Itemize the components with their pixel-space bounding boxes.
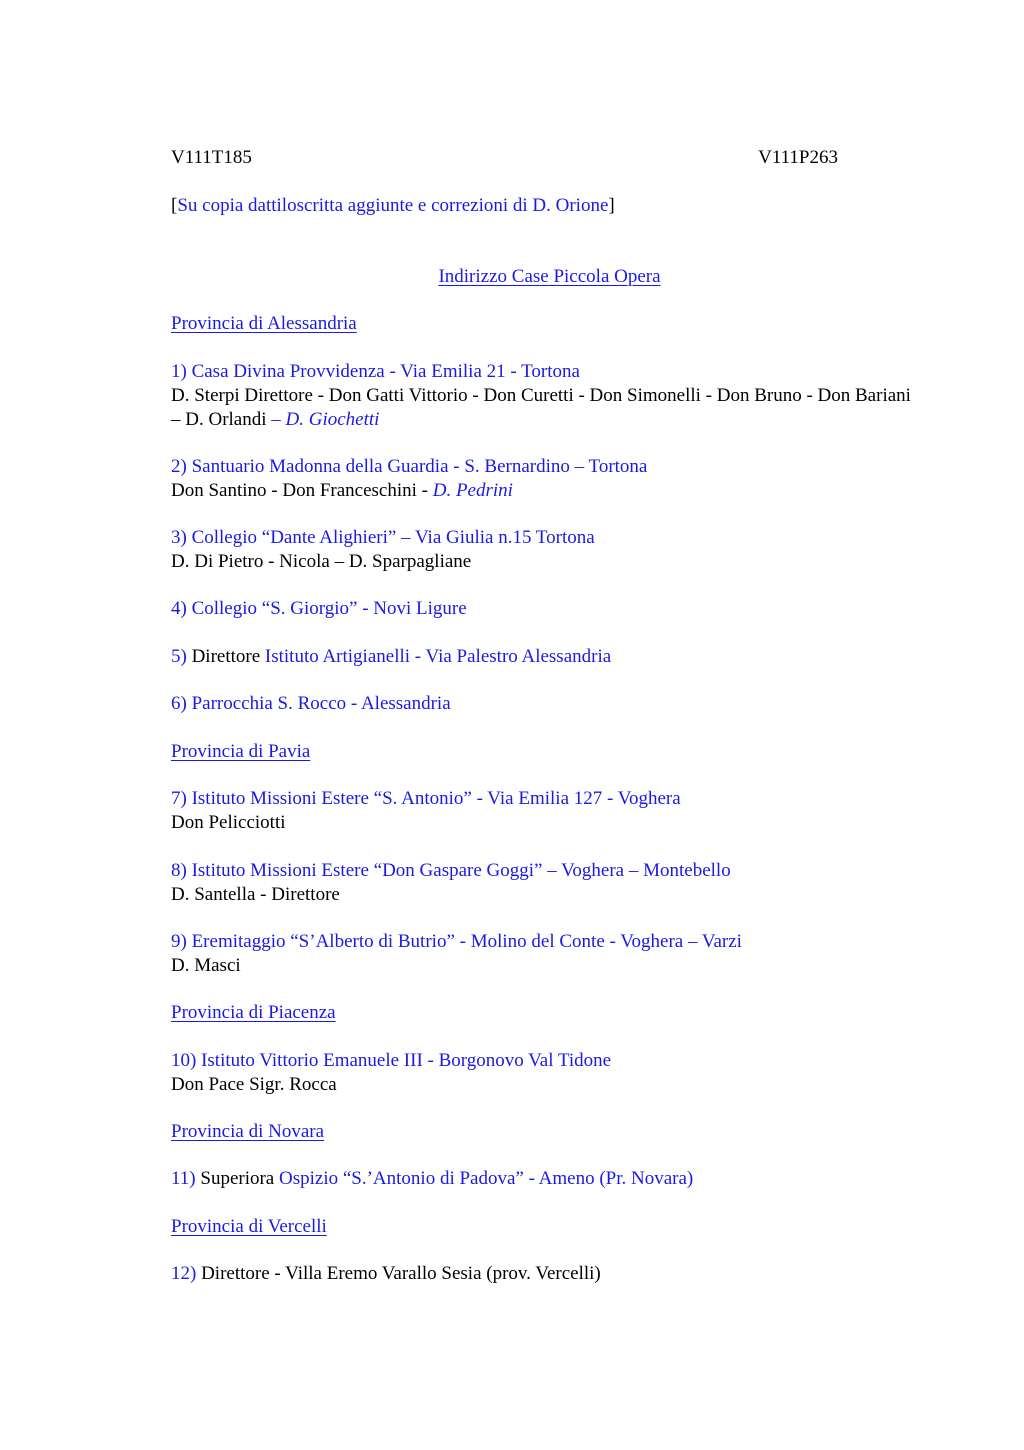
entry-names: D. Santella - Direttore <box>171 884 340 905</box>
entry-names: Don Pace Sigr. Rocca <box>171 1074 337 1095</box>
entry-address: 8) Istituto Missioni Estere “Don Gaspare Goggi” – Voghera – Montebello <box>171 860 731 881</box>
entry-10 <box>171 1049 611 1097</box>
entry-address: 2) Santuario Madonna della Guardia - S. Bernardino – Tortona <box>171 456 648 477</box>
entry-7 <box>171 787 681 835</box>
entry-5: 5) Direttore Istituto Artigianelli - Via Palestro Alessandria <box>171 646 612 667</box>
entry-9 <box>171 930 742 978</box>
entry-8 <box>171 859 731 907</box>
header-codes <box>171 146 838 170</box>
province-heading-vercelli: Provincia di Vercelli <box>171 1216 327 1237</box>
entry-address: 9) Eremitaggio “S’Alberto di Butrio” - Molino del Conte - Voghera – Varzi <box>171 931 742 952</box>
editorial-note: [Su copia dattiloscritta aggiunte e correzioni di D. Orione] <box>171 195 615 216</box>
entry-names: Don Pelicciotti <box>171 812 286 833</box>
entry-3 <box>171 526 595 574</box>
entry-12: 12) Direttore - Villa Eremo Varallo Sesia (prov. Vercelli) <box>171 1263 601 1284</box>
entry-11: 11) Superiora Ospizio “S.’Antonio di Padova” - Ameno (Pr. Novara) <box>171 1168 694 1189</box>
header-right-code: V111P263 <box>758 147 838 168</box>
entry-address: 10) Istituto Vittorio Emanuele III - Borgonovo Val Tidone <box>171 1050 612 1071</box>
added-name: D. Pedrini <box>432 480 513 501</box>
entry-6: 6) Parrocchia S. Rocco - Alessandria <box>171 693 451 714</box>
entry-1 <box>171 360 916 432</box>
province-heading-pavia: Provincia di Pavia <box>171 741 311 762</box>
entry-address: 1) Casa Divina Provvidenza - Via Emilia 21 - Tortona <box>171 361 580 382</box>
added-name: D. Giochetti <box>280 409 380 430</box>
editorial-note-text: Su copia dattiloscritta aggiunte e correzioni di D. Orione <box>177 195 609 216</box>
province-heading-piacenza: Provincia di Piacenza <box>171 1002 336 1023</box>
entry-address: 3) Collegio “Dante Alighieri” – Via Giulia n.15 Tortona <box>171 527 595 548</box>
entry-2 <box>171 455 647 503</box>
entry-4: 4) Collegio “S. Giorgio” - Novi Ligure <box>171 598 467 619</box>
entry-names: D. Di Pietro - Nicola – D. Sparpagliane <box>171 551 472 572</box>
entry-names: D. Sterpi Direttore - Don Gatti Vittorio - Don Curetti - Don Simonelli - Don Bruno - Don Bariani – D. Orlandi – D. Giochetti <box>171 385 911 430</box>
province-heading-alessandria: Provincia di Alessandria <box>171 313 357 334</box>
province-heading-novara: Provincia di Novara <box>171 1121 325 1142</box>
entry-names: Don Santino - Don Franceschini - D. Pedrini <box>171 480 513 501</box>
document-title: Indirizzo Case Piccola Opera <box>438 266 661 287</box>
entry-address: 7) Istituto Missioni Estere “S. Antonio” - Via Emilia 127 - Voghera <box>171 788 681 809</box>
entry-names: D. Masci <box>171 955 241 976</box>
header-left-code: V111T185 <box>171 147 252 168</box>
